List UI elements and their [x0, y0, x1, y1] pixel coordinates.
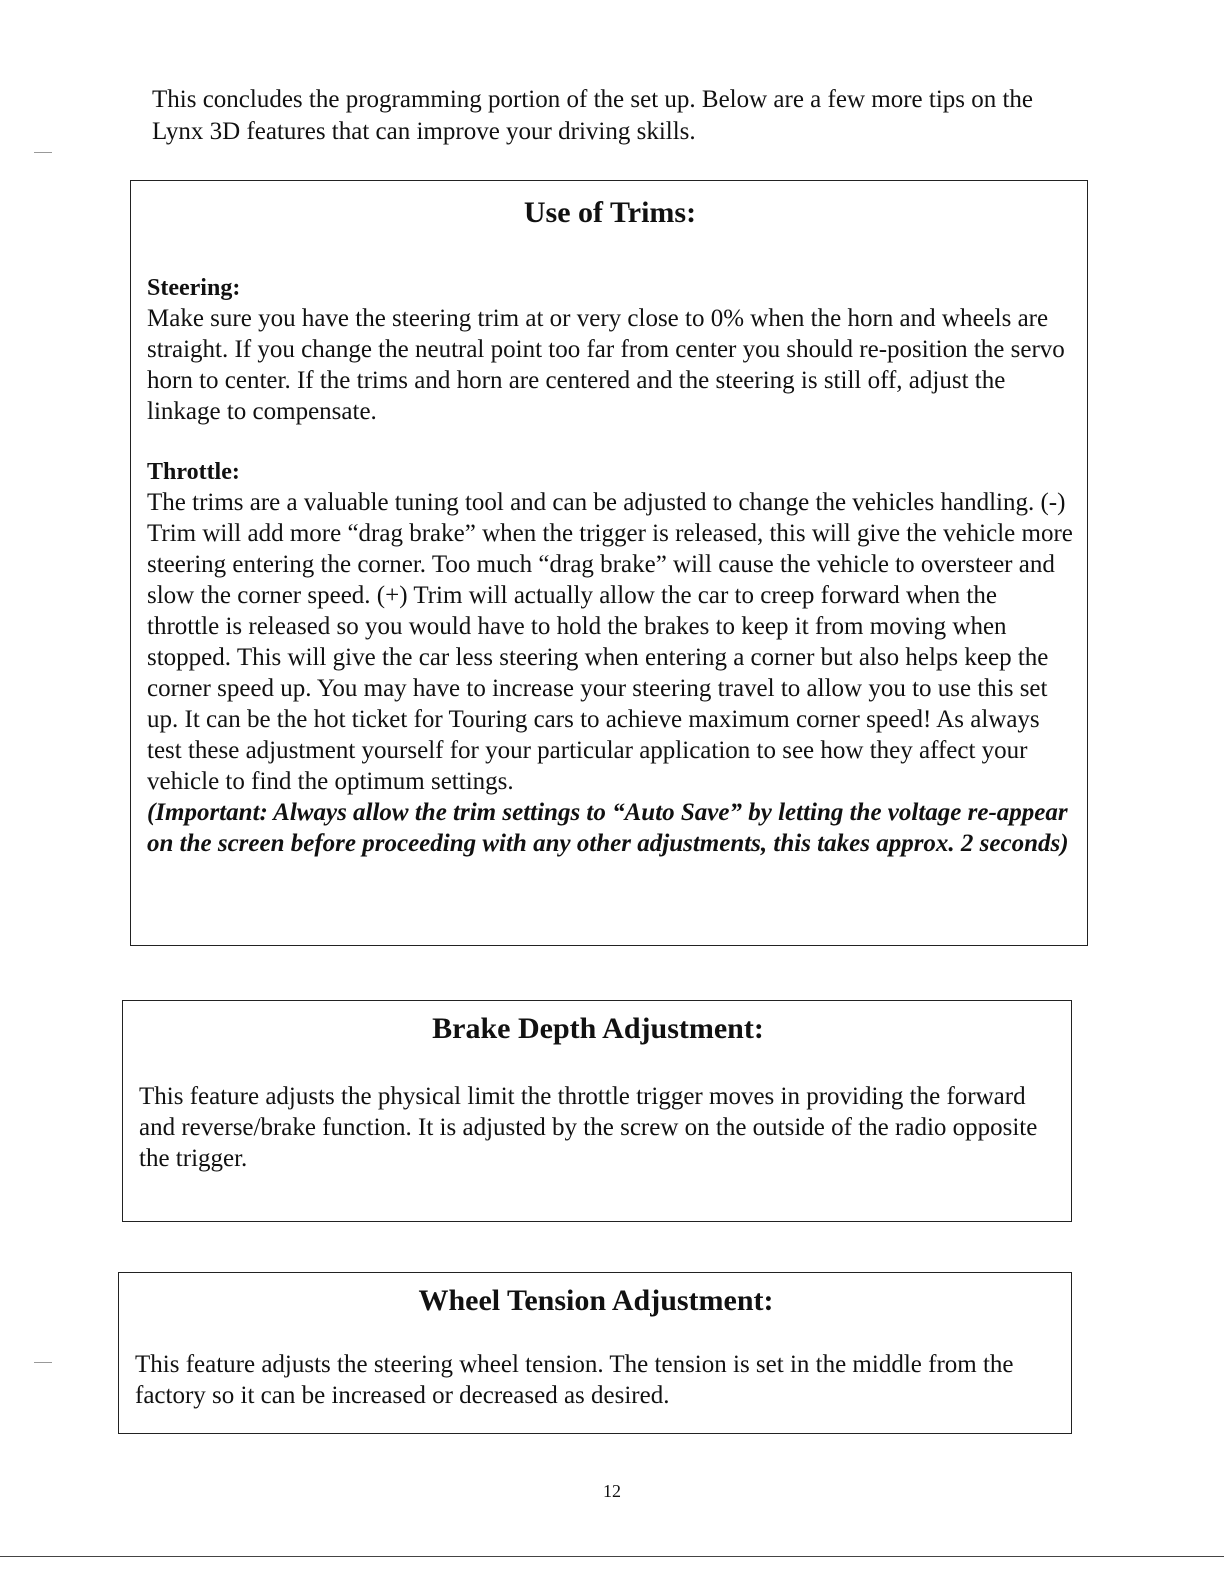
brake-depth-text: This feature adjusts the physical limit the throttle trigger moves in providing the forward and reverse/brake function. It is adjusted by the screw on the outside of the radio opposite the trigger.: [139, 1083, 1038, 1172]
steering-text: Make sure you have the steering trim at or very close to 0% when the horn and wheels are straight. If you change the neutral point too far from center you should re-position the servo horn to center. If the trims and horn are centered and the steering is still off, adjust the linkage to compensate.: [147, 305, 1065, 425]
wheel-tension-title: Wheel Tension Adjustment:: [418, 1284, 774, 1317]
bottom-rule: [0, 1556, 1224, 1557]
steering-heading: Steering:: [147, 275, 241, 301]
brake-depth-title: Brake Depth Adjustment:: [432, 1012, 764, 1045]
page-number: 12: [603, 1481, 621, 1501]
throttle-text: The trims are a valuable tuning tool and can be adjusted to change the vehicles handling. (-) Trim will add more “drag brake” when the trigger is released, this will give the vehicle more steering entering the corner. Too much “drag brake” will cause the vehicle to oversteer and slow the corner speed. (+) Trim will actually allow the car to creep forward when the throttle is released so you would have to hold the brakes to keep it from moving when stopped. This will give the car less steering when entering a corner but also helps keep the corner speed up. You may have to increase your steering travel to allow you to use this set up. It can be the hot ticket for Touring cars to achieve maximum corner speed! As always test these adjustment yourself for your particular application to see how they affect your vehicle to find the optimum settings.: [147, 489, 1073, 795]
use-of-trims-box: [130, 180, 1088, 946]
use-of-trims-title: Use of Trims:: [523, 196, 697, 229]
throttle-heading: Throttle:: [147, 459, 240, 485]
wheel-tension-text: This feature adjusts the steering wheel tension. The tension is set in the middle from the factory so it can be increased or decreased as desired.: [135, 1351, 1014, 1409]
important-note: (Important: Always allow the trim settings to “Auto Save” by letting the voltage re-appear on the screen before proceeding with any other adjustments, this takes approx. 2 seconds): [147, 799, 1069, 857]
brake-depth-box: [122, 1000, 1072, 1222]
margin-mark: [34, 1362, 52, 1363]
wheel-tension-box: [118, 1272, 1072, 1434]
margin-mark: [34, 152, 52, 153]
intro-paragraph: This concludes the programming portion of the set up. Below are a few more tips on the Lynx 3D features that can improve your driving skills.: [152, 86, 1034, 145]
